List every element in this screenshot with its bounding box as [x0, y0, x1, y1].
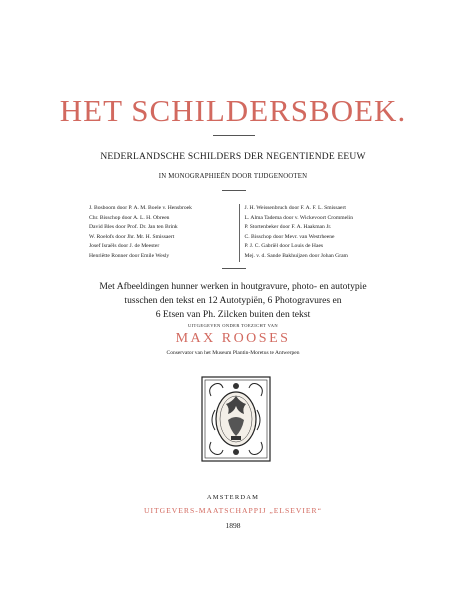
list-item: C. Bisschop door Mevr. van Westrheene — [244, 233, 335, 240]
divider — [222, 190, 246, 191]
list-item: J. H. Weissenbruch door F. A. F. L. Smissaert — [244, 205, 346, 211]
description-line: Met Afbeeldingen hunner werken in houtgravure, photo- en autotypie — [99, 281, 367, 292]
list-item: W. Roelofs door Jhr. Mr. H. Smissaert — [89, 233, 175, 240]
list-item: P. J. C. Gabriël door Louis de Haes — [244, 243, 324, 250]
list-item: J. Bosboom door P. A. M. Boele v. Hensbroek — [89, 205, 192, 211]
city: AMSTERDAM — [206, 494, 260, 501]
editor-name: MAX ROOSES — [175, 331, 291, 346]
author-list-left — [89, 204, 239, 262]
list-item: Chr. Bisschop door A. L. H. Obreen — [89, 214, 170, 221]
description-line: tusschen den tekst en 12 Autotypiën, 6 Photogravures en — [124, 295, 342, 306]
publication-year: 1898 — [225, 521, 241, 530]
author-list-right — [239, 204, 390, 262]
publisher-emblem — [201, 376, 271, 462]
subtitle: NEDERLANDSCHE SCHILDERS DER NEGENTIENDE EEUW — [100, 152, 366, 162]
list-item: David Bles door Prof. Dr. Jan ten Brink — [89, 224, 178, 231]
illustration-description — [0, 280, 466, 322]
author-list — [89, 204, 389, 262]
publisher: UITGEVERS-MAATSCHAPPIJ „ELSEVIER“ — [144, 506, 322, 515]
subtitle-monographs: IN MONOGRAPHIEËN DOOR TIJDGENOOTEN — [158, 173, 308, 180]
divider — [213, 135, 255, 136]
editor-note: UITGEGEVEN ONDER TOEZICHT VAN — [187, 323, 279, 328]
list-item: L. Alma Tadema door v. Wickevoort Crommelin — [244, 214, 353, 221]
list-item: Josef Israëls door J. de Meester — [89, 243, 160, 250]
list-item: Henriëtte Ronner door Emile Wesly — [89, 252, 170, 259]
description-line: 6 Etsen van Ph. Zilcken buiten den tekst — [155, 309, 311, 320]
list-item: Mej. v. d. Sande Bakhuijzen door Johan Gram — [244, 252, 348, 259]
list-item: P. Stortenbeker door F. A. Haakman Jr. — [244, 224, 332, 231]
book-title: HET SCHILDERSBOEK. — [59, 93, 407, 128]
editor-title: Conservator van het Museum Plantin-Moretus te Antwerpen — [166, 350, 300, 356]
divider — [222, 268, 246, 269]
